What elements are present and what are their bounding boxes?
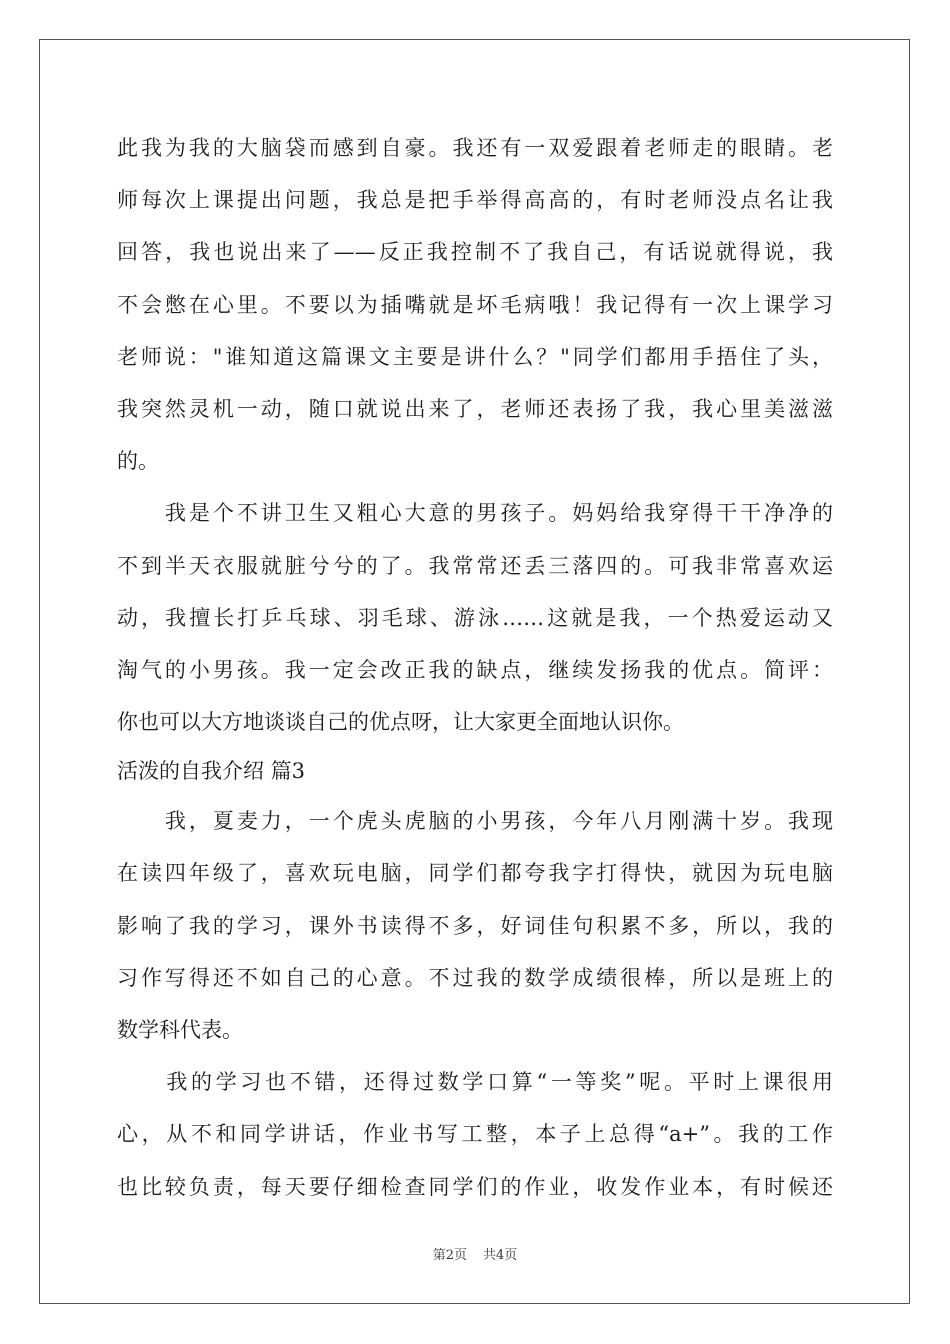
paragraph-line: 老师说："谁知道这篇课文主要是讲什么？"同学们都用手捂住了头， <box>117 344 833 369</box>
paragraph-line: 不会憋在心里。不要以为插嘴就是坏毛病哦！我记得有一次上课学习 <box>117 292 833 317</box>
paragraph-line: 我是个不讲卫生又粗心大意的男孩子。妈妈给我穿得干干净净的 <box>117 501 833 526</box>
paragraph-line: 不到半天衣服就脏兮兮的了。我常常还丢三落四的。可我非常喜欢运 <box>117 553 833 578</box>
paragraph-line: 回答，我也说出来了——反正我控制不了我自己，有话说就得说，我 <box>117 240 833 265</box>
paragraph-line: 我突然灵机一动，随口就说出来了，老师还表扬了我，我心里美滋滋 <box>117 396 833 421</box>
paragraph-line: 师每次上课提出问题，我总是把手举得高高的，有时老师没点名让我 <box>117 188 833 213</box>
paragraph-line: 的。 <box>117 449 159 474</box>
paragraph-line: 数学科代表。 <box>117 1018 243 1042</box>
paragraph-line: 淘气的小男孩。我一定会改正我的缺点，继续发扬我的优点。简评： <box>117 657 833 682</box>
paragraph-line: 在读四年级了，喜欢玩电脑，同学们都夸我字打得快，就因为玩电脑 <box>117 861 833 886</box>
paragraph-line: 心，从不和同学讲话，作业书写工整，本子上总得“a+”。我的工作 <box>117 1122 833 1147</box>
page-total: 共4页 <box>483 1248 518 1263</box>
page-number: 第2页 <box>432 1248 467 1263</box>
document-body <box>117 122 833 1213</box>
paragraph-line: 你也可以大方地谈谈自己的优点呀，让大家更全面地认识你。 <box>117 710 684 735</box>
page-footer <box>0 1244 950 1263</box>
paragraph-line: 习作写得还不如自己的心意。不过我的数学成绩很棒，所以是班上的 <box>117 965 833 990</box>
paragraph-line: 我，夏麦力，一个虎头虎脑的小男孩，今年八月刚满十岁。我现 <box>117 809 833 834</box>
paragraph-line: 此我为我的大脑袋而感到自豪。我还有一双爱跟着老师走的眼睛。老 <box>117 136 833 160</box>
paragraph-line: 影响了我的学习，课外书读得不多，好词佳句积累不多，所以，我的 <box>117 913 833 938</box>
section-heading: 活泼的自我介绍 篇3 <box>117 759 306 784</box>
paragraph-line: 也比较负责，每天要仔细检查同学们的作业，收发作业本，有时候还 <box>117 1174 833 1199</box>
paragraph-line: 动，我擅长打乒乓球、羽毛球、游泳……这就是我，一个热爱运动又 <box>117 605 833 630</box>
paragraph-line: 我的学习也不错，还得过数学口算“一等奖”呢。平时上课很用 <box>117 1070 833 1095</box>
